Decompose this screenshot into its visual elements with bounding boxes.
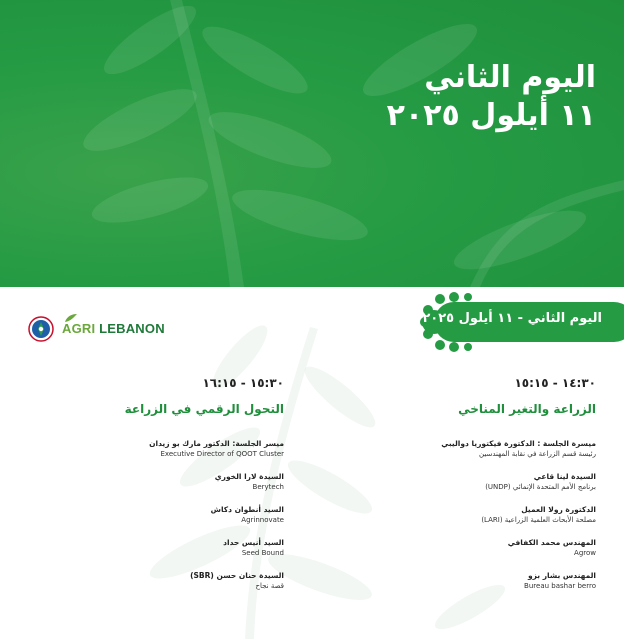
agri-lebanon-logo (62, 321, 165, 336)
speaker-item (114, 472, 284, 492)
session-time: ١٤:٣٠ - ١٥:١٥ (514, 376, 596, 390)
speaker-role: قصة نجاح (255, 582, 284, 590)
speaker-item (114, 439, 284, 459)
speaker-item (426, 571, 596, 591)
speaker-name: السيدة لينا قاعي (533, 472, 596, 481)
speaker-item (114, 538, 284, 558)
speaker-role: برنامج الأمم المتحدة الإنمائي (UNDP) (485, 483, 596, 491)
speaker-name: المهندس محمد الكفافي (507, 538, 596, 547)
session-climate (426, 376, 596, 604)
speaker-role: Agrinnovate (241, 516, 284, 524)
banner-title: اليوم الثاني (424, 60, 596, 95)
session-speakers (114, 439, 284, 591)
speaker-role: Bureau bashar berro (524, 582, 596, 590)
speaker-name: السيدة حنان حسن (SBR) (190, 571, 284, 580)
speaker-item (114, 571, 284, 591)
banner-date: ١١ أيلول ٢٠٢٥ (386, 98, 596, 133)
logo-text-agri: AGRI (62, 321, 96, 336)
logo-text-lebanon: LEBANON (95, 321, 165, 336)
speaker-name: ميسرة الجلسة : الدكتورة فيكتوريا دواليبي (441, 439, 596, 448)
speaker-item (426, 439, 596, 459)
session-time: ١٥:٣٠ - ١٦:١٥ (202, 376, 284, 390)
speaker-item (426, 505, 596, 525)
speaker-item (426, 538, 596, 558)
agenda-section (0, 287, 624, 639)
speaker-name: المهندس بشار بزو (527, 571, 596, 580)
session-topic: الزراعة والتغير المناخي (458, 402, 596, 416)
speaker-role: Agrow (574, 549, 596, 557)
speaker-name: السيد أنطوان دكاش (210, 505, 284, 514)
hero-banner (0, 0, 624, 287)
speaker-name: السيدة لارا الخوري (214, 472, 284, 481)
speaker-role: مصلحة الأبحاث العلمية الزراعية (LARI) (481, 516, 596, 524)
speaker-item (114, 505, 284, 525)
speaker-role: رئيسة قسم الزراعة في نقابة المهندسين (479, 450, 596, 458)
olive-branch-decoration (0, 0, 624, 287)
day-badge-label: اليوم الثاني - ١١ أيلول ٢٠٢٥ (422, 311, 602, 326)
speaker-role: Executive Director of QOOT Cluster (160, 450, 284, 458)
session-digital (114, 376, 284, 604)
speaker-role: Berytech (252, 483, 284, 491)
session-topic: التحول الرقمي في الزراعة (124, 402, 284, 416)
speaker-item (426, 472, 596, 492)
speaker-name: السيد أنيس حداد (223, 538, 284, 547)
speaker-name: الدكتورة رولا العميل (521, 505, 596, 514)
speaker-name: ميسر الجلسة: الدكتور مارك بو زيدان (149, 439, 284, 448)
speaker-role: Seed Bound (241, 549, 284, 557)
ministry-seal-logo (28, 316, 54, 342)
session-speakers (426, 439, 596, 591)
